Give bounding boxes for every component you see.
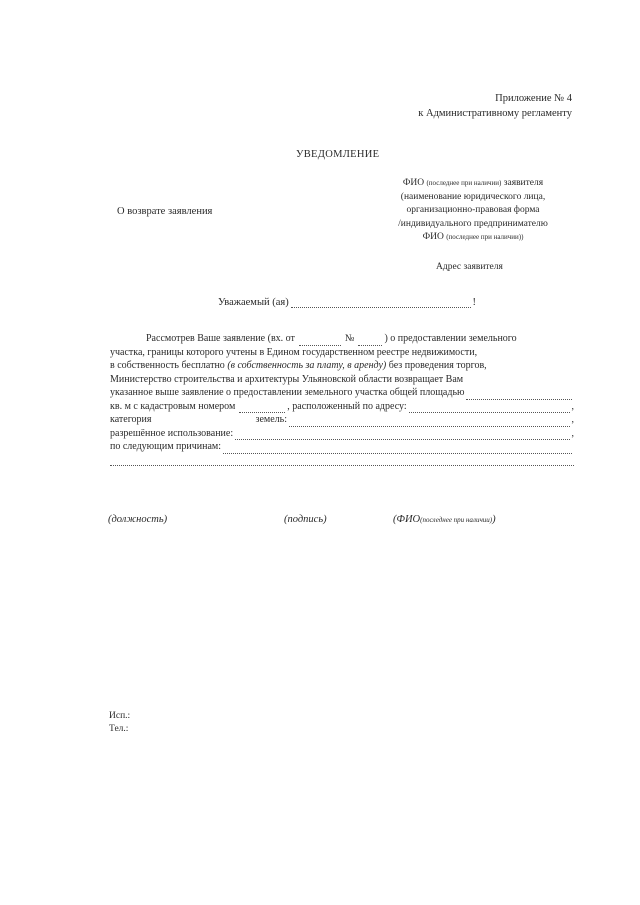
body-paragraph [110,332,574,466]
recipient-line-2: (наименование юридического лица, [400,191,546,202]
category-blank [289,417,570,427]
body-text-3b: без проведения торгов, [388,360,487,371]
body-text-8b: , [571,427,574,439]
recipient-block [370,177,576,245]
date-blank [299,336,341,346]
signature-fio [393,514,496,525]
reasons-blank-2 [110,456,574,466]
reasons-blank [223,444,572,454]
body-line-8 [110,427,574,441]
body-text-6a: кв. м с кадастровым номером [110,400,236,412]
recipient-fio-2: ФИО [422,232,444,242]
recipient-fio: ФИО [402,178,425,188]
signature-fio-end: ) [492,514,496,525]
body-line-5 [110,386,574,400]
body-line-2: участка, границы которого учтены в Едином государственном реестре недвижимости, [110,346,478,358]
body-text-6b: , расположенный по адресу: [287,400,407,412]
recipient-line-4: /индивидуального предпринимателю [398,218,548,229]
appendix-line: Приложение № 4 [495,93,572,104]
recipient-line-3: организационно-правовая форма [406,205,540,215]
phone-label: Тел.: [109,724,129,734]
body-text-3-italic: (в собственность за плату, в аренду) [227,360,387,371]
body-text-1a: Рассмотрев Ваше заявление (вх. от [146,333,295,344]
number-blank [358,336,382,346]
recipient-note: (последнее при наличии) [426,179,502,187]
use-blank [235,430,569,440]
body-text-6c: , [571,400,574,412]
body-text-8: разрешённое использование: [110,427,234,439]
body-text-9: по следующим причинам: [110,441,222,452]
signature-fio-main: (ФИО [393,514,421,525]
body-line-4: Министерство строительства и архитектуры Ульяновской области возвращает Вам [110,373,464,385]
recipient-line-1 [370,177,576,191]
body-text-7b: земель: [255,414,287,425]
body-line-6 [110,400,574,414]
greeting-end: ! [472,297,476,308]
signature-position: (должность) [108,514,168,525]
body-line-3 [110,359,574,373]
body-text-3a: в собственность бесплатно [110,360,225,371]
signature-fio-note: (последнее при наличии) [420,516,493,524]
greeting-line [218,297,476,308]
recipient-tail: заявителя [503,178,544,188]
area-blank [466,390,572,400]
executor-label: Исп.: [109,711,131,721]
regulation-line: к Административному регламенту [418,108,572,119]
recipient-line-5 [370,231,576,245]
recipient-address: Адрес заявителя [436,262,503,272]
body-text-1b: ) о предоставлении земельного [384,333,517,344]
body-text-7a: категория [110,414,152,425]
subject-line: О возврате заявления [117,206,213,217]
greeting-name-blank [291,298,471,308]
body-line-1 [110,332,574,346]
signature-sign: (подпись) [284,514,327,525]
cadastral-blank [239,403,285,413]
body-line-9 [110,440,574,454]
recipient-note-2: (последнее при наличии)) [446,233,524,241]
greeting-text: Уважаемый (ая) [218,297,289,308]
body-number-sign: № [344,333,355,344]
address-blank [409,403,570,413]
body-line-7 [110,413,574,427]
body-text-7c: , [571,414,574,425]
body-text-5: указанное выше заявление о предоставлении земельного участка общей площадью [110,387,465,398]
document-title: УВЕДОМЛЕНИЕ [296,149,380,160]
